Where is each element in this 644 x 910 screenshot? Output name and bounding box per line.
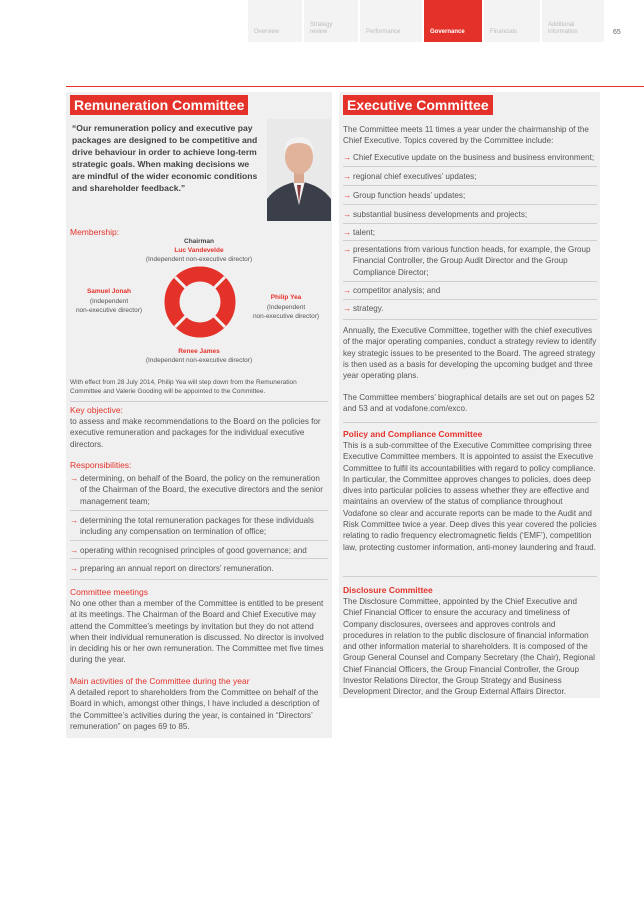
divider [343,240,597,241]
list-item [70,545,328,556]
divider [70,540,328,541]
key-objective-label: Key objective: [70,405,123,415]
tab-performance[interactable] [360,0,422,42]
divider [343,299,597,300]
chairman-role: (Independent non-executive director) [145,256,253,263]
tab-label: Additional information [548,22,578,35]
arrow-right-icon: → [70,474,79,483]
page-number: 65 [613,29,621,36]
divider [343,422,597,423]
member-renee-james: Renee James [178,348,220,355]
lifebuoy-icon [162,264,238,340]
disclosure-committee-text: The Disclosure Committee, appointed by the Chief Executive and Chief Financial Officer to ensure the accuracy and timeliness of Company disclosures, oversees and approves controls and procedures in relation to the public disclosure of financial information and other information material to shareholders. It is composed of the Group General Counsel and Company Secretary (the Chair), Regional Chief Financial Officers, the Group Financial Controller, the Group Investor Relations Director, the Group Strategy and Business Development Director, and the Group External Affairs Director. [343,597,595,697]
divider [343,166,597,167]
arrow-right-icon: → [343,286,352,295]
list-item-text: strategy. [353,304,384,313]
member-role: non-executive director) [252,313,320,320]
divider [343,223,597,224]
list-item-text: Chief Executive update on the business and business environment; [353,153,595,162]
tab-overview[interactable] [248,0,302,42]
chairman-title: Chairman [184,238,214,245]
arrow-right-icon: → [343,153,352,162]
divider [70,510,328,511]
arrow-right-icon: → [343,245,352,254]
member-role: (Independent [266,304,306,311]
list-item-text: competitor analysis; and [353,286,441,295]
list-item [70,515,328,538]
arrow-right-icon: → [70,516,79,525]
list-item [70,563,328,574]
strategy-review-text: Annually, the Executive Committee, together with the chief executives of the major operating companies, conduct a strategy review to identify key strategic issues to be presented to the Board. The agreed strategy is then used as a basis for developing the upcoming budget and three year operating plans. [343,326,597,381]
list-item [343,152,597,163]
biographical-details-text: The Committee members’ biographical details are set out on pages 52 and 53 and at vodafone.com/exco. [343,393,595,414]
list-item-text: Group function heads’ updates; [353,191,466,200]
list-item [343,285,597,296]
list-item [343,209,597,220]
list-item-text: talent; [353,228,376,237]
list-item-text: determining the total remuneration packages for these individuals including any compensation on termination of office; [80,516,314,537]
list-item-text: preparing an annual report on directors’ remuneration. [80,564,274,573]
divider [343,319,597,320]
divider [70,401,328,402]
section-navigation [0,0,644,42]
list-item [70,473,328,507]
list-item [343,244,597,278]
list-item-text: operating within recognised principles of good governance; and [80,546,307,555]
tab-additional-information[interactable] [542,0,604,42]
member-role: non-executive director) [75,307,143,314]
main-activities-label: Main activities of the Committee during the year [70,676,250,686]
member-role: (Independent non-executive director) [145,357,253,364]
arrow-right-icon: → [70,546,79,555]
membership-note: With effect from 28 July 2014, Philip Yea will step down from the Remuneration Committee and Valerie Gooding will be appointed to the Committee. [70,379,297,395]
member-samuel-jonah: Samuel Jonah [86,288,132,295]
tab-governance[interactable] [424,0,482,42]
membership-label: Membership: [70,227,120,237]
key-objective-text: to assess and make recommendations to the Board on the policies for executive remuneration and packages for the individual executive directors. [70,417,321,449]
executive-committee-title: Executive Committee [343,95,493,115]
list-item-text: regional chief executives’ updates; [353,172,477,181]
chairman-portrait [267,119,331,221]
list-item-text: substantial business developments and projects; [353,210,528,219]
list-item [343,171,597,182]
arrow-right-icon: → [343,191,352,200]
executive-committee-panel [339,92,600,698]
list-item-text: determining, on behalf of the Board, the policy on the remuneration of the Chairman of the Board, the executive directors and the senior management team; [80,474,323,506]
remuneration-committee-panel [66,92,332,738]
committee-meetings-label: Committee meetings [70,587,148,597]
arrow-right-icon: → [343,304,352,313]
executive-intro: The Committee meets 11 times a year under the chairmanship of the Chief Executive. Topics covered by the Committee include: [343,125,589,146]
disclosure-committee-label: Disclosure Committee [343,585,433,595]
committee-meetings-text: No one other than a member of the Committee is entitled to be present at its meetings. The Chairman of the Board and Chief Executive may attend the Committee’s meetings by invitation but they do not attend when their individual remuneration is discussed. No director is involved in deciding his or her own remuneration. The Committee met five times during the year. [70,599,324,665]
tab-label: Financials [490,29,518,35]
tab-label: Governance [430,29,465,35]
remuneration-committee-title: Remuneration Committee [70,95,248,115]
arrow-right-icon: → [343,228,352,237]
policy-compliance-label: Policy and Compliance Committee [343,429,483,439]
chairman-name: Luc Vandevelde [174,247,224,254]
list-item [343,303,597,314]
tab-label: Overview [254,29,280,35]
arrow-right-icon: → [343,172,352,181]
divider [70,558,328,559]
tab-strategy-review[interactable] [304,0,358,42]
tab-label: Strategy review [310,22,333,35]
divider [343,576,597,577]
arrow-right-icon: → [343,210,352,219]
tab-label: Performance [366,29,401,35]
header-rule [66,86,644,87]
tab-financials[interactable] [484,0,540,42]
list-item-text: presentations from various function heads, for example, the Group Financial Controller, the Group Audit Director and the Group Compliance Director; [353,245,591,277]
divider [343,204,597,205]
member-role: (Independent [89,298,129,305]
divider [343,185,597,186]
list-item [343,227,597,238]
divider [343,281,597,282]
main-activities-text: A detailed report to shareholders from the Committee on behalf of the Board in which, amongst other things, I have included a description of the Committee’s activities during the year, is contained in “Directors’ remuneration” on pages 69 to 85. [70,688,320,731]
list-item [343,190,597,201]
policy-compliance-text: This is a sub-committee of the Executive Committee comprising three Executive Committee members. It is appointed to assist the Executive Committee to fulfil its accountabilities with regard to policy compliance. In particular, the Committee approves changes to policies, does deep dives into particular policies to assess whether they are effective and maintains an overview of the status of compliance throughout Vodafone so clear and accurate reports can be made to the Audit and Risk Committee twice a year. Deep dives this year covered the policies relating to radio frequency electromagnetic fields (‘EMF’), competition law, protecting customer information, anti-money laundering and fraud. [343,441,597,552]
responsibilities-label: Responsibilities: [70,460,132,470]
chairman-quote: “Our remuneration policy and executive pay packages are designed to be competitive and drive behaviour in order to achieve long-term strategic goals. When making decisions we are mindful of the wider economic conditions and shareholder feedback.” [72,123,258,193]
member-philip-yea: Philip Yea [270,294,302,301]
arrow-right-icon: → [70,564,79,573]
divider [70,579,328,580]
